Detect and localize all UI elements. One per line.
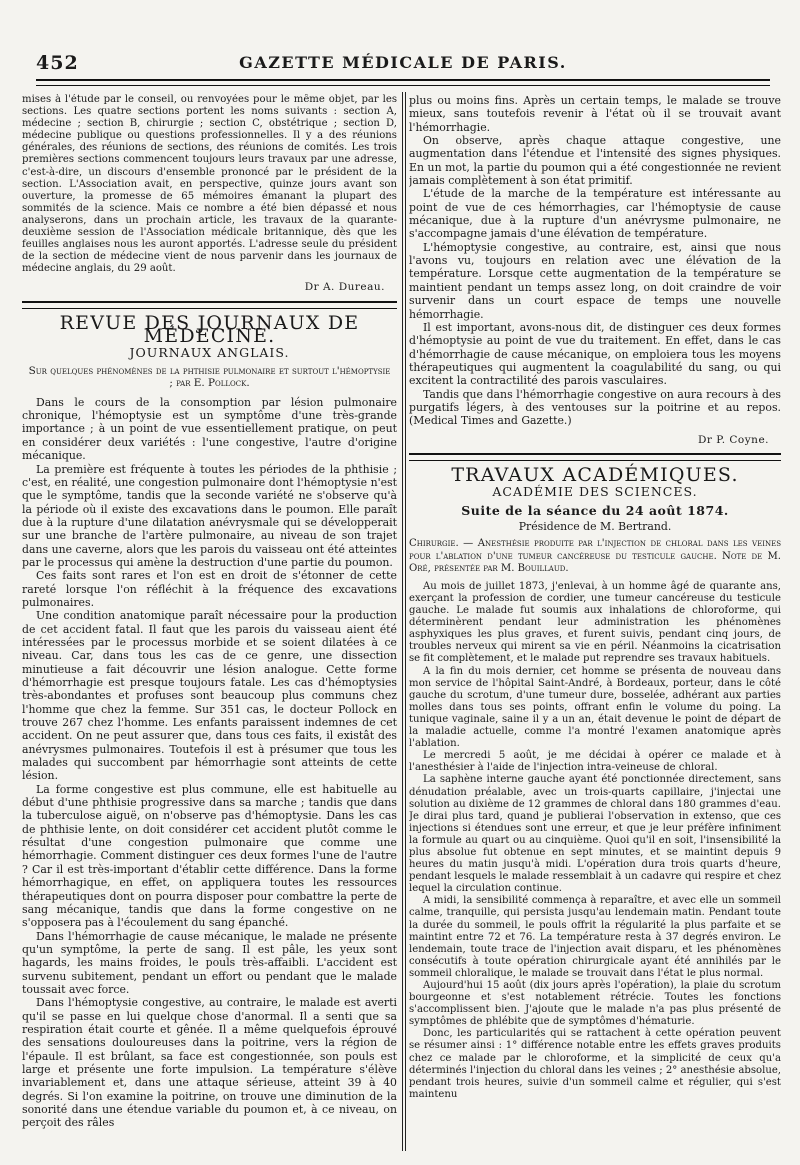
paragraph: Il est important, avons-nous dit, de distinguer ces deux formes d'hémoptysie au point de vue du traitement. En effet, dans le cas d'hémorrhagie de cause mécanique, on emploiera tous les moyens thérapeutiques qui augmentent la coagulabilité du sang, ou qui excitent la contractilité des parois vasculaires. — [409, 320, 781, 388]
paragraph: L'hémoptysie congestive, au contraire, est, ainsi que nous l'avons vu, toujours en relation avec une élévation de la température. Lorsque cette augmentation de la température se maintient pendant un temps assez long, on doit craindre de voir survenir dans un court espace de temps une nouvelle hémorrhagie. — [409, 240, 781, 321]
signature-dureau: Dr A. Dureau. — [304, 281, 385, 294]
paragraph: Aujourd'hui 15 août (dix jours après l'opération), la plaie du scrotum bourgeonne et s'est notablement rétrécie. Toutes les fonctions s'accomplissent bien. J'ajoute que le malade n'a pas plus présenté de symptômes de phlébite que de symptômes d'hématurie. — [409, 980, 781, 1028]
page-header — [36, 52, 770, 74]
paragraph: plus ou moins fins. Après un certain temps, le malade se trouve mieux, sans toutefois revenir à l'état où il se trouvait avant l'hémorrhagie. — [409, 94, 781, 134]
article-head-ore: Chirurgie. — Anesthésie produite par l'injection de chloral dans les veines pour l'ablation d'une tumeur cancéreuse du testicule gauche. Note de M. Oré, présentée par M. Bouillaud. — [409, 538, 781, 574]
section-rule — [22, 301, 397, 309]
paragraph: Le mercredi 5 août, je me décidai à opérer ce malade et à l'anesthésier à l'aide de l'injection intra-veineuse de chloral. — [409, 750, 781, 774]
section-subtitle-academie: ACADÉMIE DES SCIENCES. — [492, 484, 698, 500]
left-column — [22, 94, 397, 1151]
paragraph: Dans l'hémorrhagie de cause mécanique, le malade ne présente qu'un symptôme, la perte de sang. Il est pâle, les yeux sont hagards, les mains froides, le pouls très-affaibli. L'accident est survenu subitement, pendant un effort ou pendant que le malade toussait avec force. — [22, 929, 397, 996]
paragraph: Dans le cours de la consomption par lésion pulmonaire chronique, l'hémoptysie est un symptôme d'une très-grande importance ; à un point de vue essentiellement pratique, on peut en considérer deux variétés : l'une congestive, l'autre d'origine mécanique. — [22, 395, 397, 463]
paragraph: A midi, la sensibilité commença à reparaître, et avec elle un sommeil calme, tranquille, qui persista jusqu'au lendemain matin. Pendant toute la durée du sommeil, le pouls offrit la régularité la plus parfaite et se maintint entre 72 et 76. La température resta à 37 degrés environ. Le lendemain, toute trace de l'injection avait disparu, et les phénomènes consécutifs à toute opération chirurgicale ayant été annihilés par le sommeil chloralique, le malade se trouvait dans l'état le plus normal. — [409, 895, 781, 979]
paragraph: A la fin du mois dernier, cet homme se présenta de nouveau dans mon service de l'hôpital Saint-André, à Bordeaux, porteur, dans le côté gauche du scrotum, d'une tumeur dure, bosselée, adhérant aux parties molles dans tous ses points, offrant enfin le volume du poing. La tunique vaginale, saine il y a un an, était devenue le point de départ de la maladie actuelle, comme l'a montré l'examen anatomique après l'ablation. — [409, 665, 781, 750]
paragraph: Tandis que dans l'hémorrhagie congestive on aura recours à des purgatifs légers, à des ventouses sur la poitrine et au repos. (Medical Times and Gazette.) — [409, 387, 781, 428]
paragraph: Au mois de juillet 1873, j'enlevai, à un homme âgé de quarante ans, exerçant la profession de cordier, une tumeur cancéreuse du testicule gauche. Le malade fut soumis aux inhalations de chloroforme, qui déterminèrent pendant leur administration les phénomènes asphyxiques les plus graves, et furent suivis, pendant cinq jours, de troubles nerveux qui mirent sa vie en péril. Néanmoins la cicatrisation se fit complètement, et le malade put reprendre ses travaux habituels. — [409, 580, 781, 665]
section-title-revue: REVUE DES JOURNAUX DE MÉDECINE. — [59, 311, 360, 348]
paragraph: La première est fréquente à toutes les périodes de la phthisie ; c'est, en réalité, une congestion pulmonaire dont l'hémoptysie n'est que le symptôme, tandis que la seconde variété ne s'observe qu'à la période où il existe des excavations dans le poumon. Elle paraît due à la rupture d'une dilatation anévrysmale qui se développerait sur une branche de l'artère pulmonaire, au niveau de son trajet dans une caverne, alors que les parois du vaisseau ont été atteintes par le processus qui amène la destruction d'une partie du poumon. — [22, 462, 397, 569]
section-title-travaux: TRAVAUX ACADÉMIQUES. — [451, 463, 739, 486]
paragraph: On observe, après chaque attaque congestive, une augmentation dans l'étendue et l'intensité des signes physiques. En un mot, la partie du poumon qui a été congestionnée ne revient jamais complètement à son état primitif. — [409, 134, 781, 188]
header-rule — [36, 79, 770, 86]
paragraph: L'étude de la marche de la température est intéressante au point de vue de ces hémorrhagies, car l'hémoptysie de cause mécanique, due à la rupture d'un anévrysme pulmonaire, ne s'accompagne jamais d'une élévation de température. — [409, 187, 781, 241]
paragraph: Ces faits sont rares et l'on est en droit de s'étonner de cette rareté lorsque l'on réfléchit à la fréquence des excavations pulmonaires. — [22, 569, 397, 609]
paragraph: La forme congestive est plus commune, elle est habituelle au début d'une phthisie progressive dans sa marche ; tandis que dans la tuberculose aiguë, on n'observe pas d'hémoptysie. Dans les cas de phthisie lente, on doit considérer cet accident plutôt comme le résultat d'une congestion pulmonaire que comme une hémorrhagie. Comment distinguer ces deux formes l'une de l'autre ? Car il est très-important d'établir cette différence. Dans la forme hémorrhagique, en effet, on appliquera toutes les ressources thérapeutiques dont on pourra disposer pour combattre la perte de sang mécanique, tandis que dans la forme congestive on ne s'opposera pas à l'écoulement du sang épanché. — [22, 782, 397, 930]
paragraph: La saphène interne gauche ayant été ponctionnée directement, sans dénudation préalable, avec un trois-quarts capillaire, j'injectai une solution au dixième de 12 grammes de chloral dans 180 grammes d'eau. Je dirai plus tard, quand je publierai l'observation in extenso, que ces injections si étendues sont une erreur, et que je leur préfère infiniment la formule au quart ou au cinquième. Quoi qu'il en soit, l'insensibilité la plus absolue fut obtenue en sept minutes, et se maintint depuis 9 heures du matin jusqu'à midi. L'opération dura trois quarts d'heure, pendant lesquels le malade ressemblait à un cadavre qui respire et chez lequel la circulation continue. — [409, 774, 781, 895]
column-divider — [402, 92, 406, 1151]
signature-coyne: Dr P. Coyne. — [698, 433, 769, 446]
paragraph: Une condition anatomique paraît nécessaire pour la production de cet accident fatal. Il faut que les parois du vaisseau aient été intéressées par le processus morbide et se soient dilatées à ce niveau. Car, dans tous les cas de ce genre, une dissection minutieuse a fait découvrir une lésion analogue. Cette forme d'hémorrhagie est presque toujours fatale. Les cas d'hémoptysies très-abondantes et profuses sont beaucoup plus communs chez l'homme que chez la femme. Sur 351 cas, le docteur Pollock en trouve 267 chez l'homme. Les enfants paraissent indemnes de cet accident. On ne peut assurer que, dans tous ces faits, il existât des anévrysmes pulmonaires. Toutefois il est à présumer que tous les malades qui succombent par hémorrhagie sont atteints de cette lésion. — [22, 609, 397, 783]
paragraph: Dans l'hémoptysie congestive, au contraire, le malade est averti qu'il se passe en lui quelque chose d'anormal. Il a senti que sa respiration était courte et gênée. Il a même quelquefois éprouvé des sensations douloureuses dans la poitrine, vers la région de l'épaule. Il est brûlant, sa face est congestionnée, son pouls est large et présente une forte impulsion. La température s'élève invariablement et, dans une attaque sérieuse, atteint 39 à 40 degrés. Si l'on examine la poitrine, on trouve une diminution de la sonorité dans une étendue variable du poumon et, à ce niveau, on perçoit des râles — [22, 996, 397, 1130]
session-heading: Suite de la séance du 24 août 1874. — [461, 502, 729, 518]
right-column — [409, 94, 781, 1151]
page-number: 452 — [36, 52, 79, 74]
presidency-line: Présidence de M. Bertrand. — [518, 519, 672, 533]
section-rule — [409, 453, 781, 461]
paragraph: Donc, les particularités qui se rattachent à cette opération peuvent se résumer ainsi : 1° différence notable entre les effets graves produits chez ce malade par le chloroforme, et la simplicité de ceux qu'a déterminés l'injection du chloral dans les veines ; 2° anesthésie absolue, pendant trois heures, suivie d'un sommeil calme et régulier, qui s'est maintenu — [409, 1028, 781, 1100]
journal-title: GAZETTE MÉDICALE DE PARIS. — [239, 53, 567, 72]
intro-paragraph: mises à l'étude par le conseil, ou renvoyées pour le même objet, par les sections. Les quatre sections portent les noms suivants : section A, médecine ; section B, chirurgie ; section C, obstétrique ; section D, médecine publique ou questions professionnelles. Il y a des réunions générales, des réunions de sections, des réunions de comités. Les trois premières sections commencent toujours leurs travaux par une adresse, c'est-à-dire, un discours d'ensemble prononcé par le président de la section. L'Association avait, en perspective, quinze jours avant son ouverture, la promesse de 65 mémoires émanant la plupart des sommités de la science. Mais ce nombre a été bien dépassé et nous analyserons, dans un prochain article, les travaux de la quarante-deuxième session de l'Association médicale britannique, dès que les feuilles anglaises nous les auront apportés. L'adresse seule du président de la section de médecine vient de nous parvenir dans les journaux de médecine anglais, du 29 août. — [22, 94, 397, 275]
article-title-pollock: Sur quelques phénomènes de la phthisie pulmonaire et surtout l'hémoptysie ; par E. Pollock. — [28, 364, 391, 390]
section-subtitle-anglais: JOURNAUX ANGLAIS. — [129, 345, 290, 361]
